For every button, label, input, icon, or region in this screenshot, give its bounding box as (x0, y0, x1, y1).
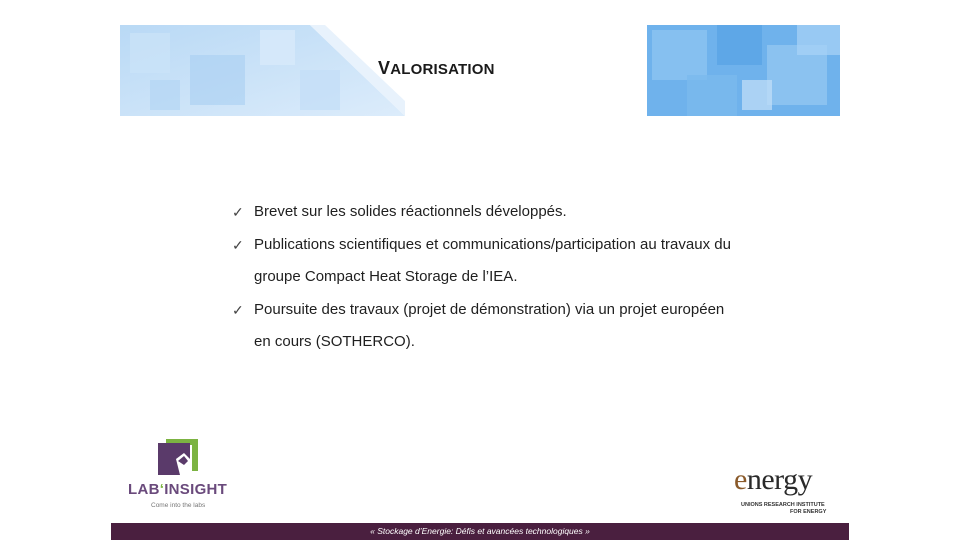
checkmark-icon: ✓ (232, 204, 244, 220)
energy-logo-rest: nergy (746, 463, 813, 496)
lab-name-b: INSIGHT (164, 481, 228, 498)
page-title-rest: ALORISATION (390, 61, 495, 78)
lab-name-a: LAB (128, 481, 160, 498)
lab-name-quote: ‘ (159, 481, 165, 498)
bullet-text: Publications scientifiques et communications/participation au travaux du (254, 235, 731, 253)
bullet-text-continuation: en cours (SOTHERCO). (254, 333, 415, 350)
energy-logo-e: e (734, 463, 747, 496)
bullet-list (232, 196, 832, 359)
checkmark-icon: ✓ (232, 236, 244, 253)
footer-caption: « Stockage d’Energie: Défis et avancées technologiques » (370, 526, 590, 536)
banner-right-image (647, 25, 840, 116)
energy-logo-text (734, 463, 812, 497)
footer-bar (111, 523, 849, 540)
bullet-text-continuation: groupe Compact Heat Storage de l’IEA. (254, 268, 518, 285)
bullet-text: Poursuite des travaux (projet de démonstration) via un projet européen (254, 300, 725, 318)
lab-insight-tagline: Come into the labs (151, 502, 206, 509)
list-item (232, 229, 832, 294)
energy-logo-subtitle-2: FOR ENERGY (790, 509, 827, 515)
list-item (232, 294, 832, 359)
energy-logo-subtitle: UNIONS RESEARCH INSTITUTE (741, 502, 825, 508)
banner-left-image (120, 25, 405, 116)
list-item (232, 196, 832, 229)
lab-insight-logo-text (128, 481, 227, 498)
checkmark-icon: ✓ (232, 301, 244, 318)
page-title-initial: V (378, 58, 391, 78)
bullet-text: Brevet sur les solides réactionnels développés. (254, 203, 567, 220)
page-title (378, 58, 495, 79)
